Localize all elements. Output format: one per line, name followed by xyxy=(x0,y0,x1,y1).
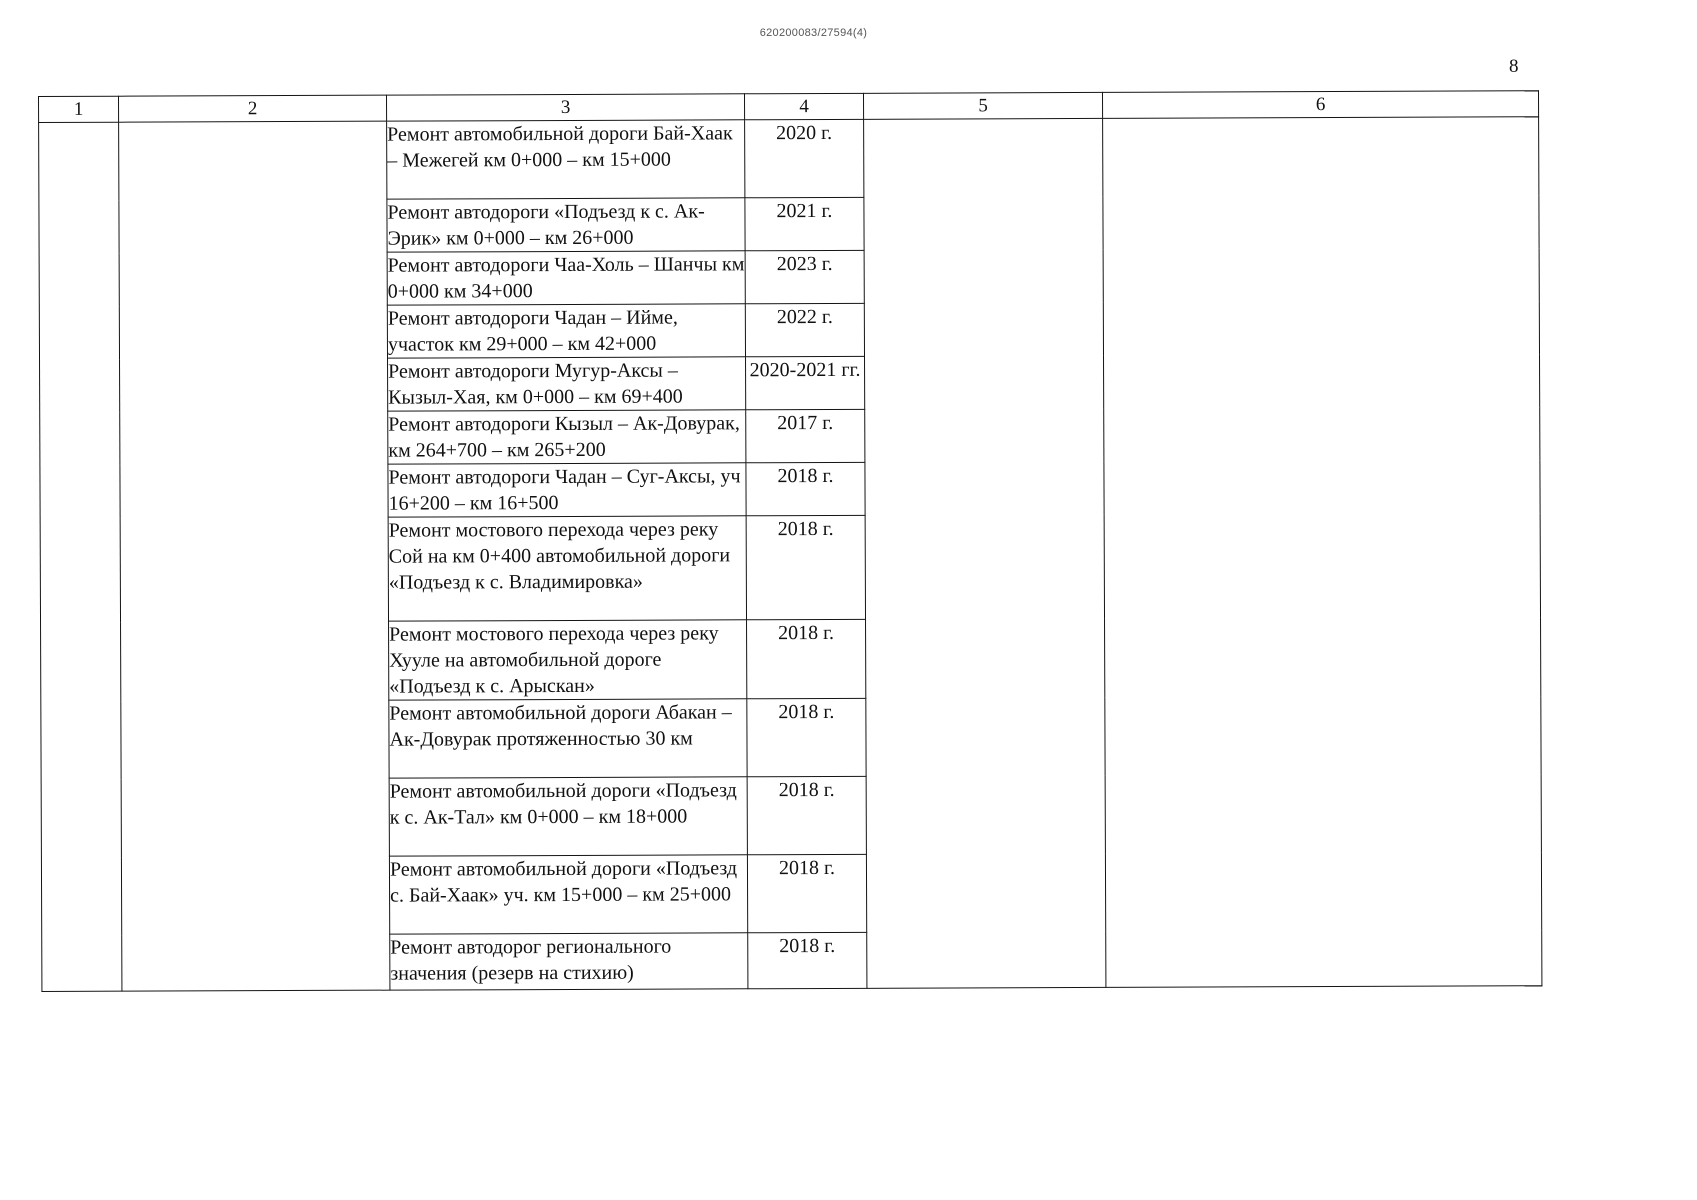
work-description: Ремонт мостового перехода через реку Хууле на автомобильной дороге «Подъезд к с. Арыскан» xyxy=(389,620,747,700)
column-header-6: 6 xyxy=(1102,91,1538,119)
work-year: 2018 г. xyxy=(747,776,866,854)
work-year: 2020-2021 гг. xyxy=(746,356,865,409)
work-year: 2023 г. xyxy=(745,250,864,303)
work-description: Ремонт автодорог регионального значения (резерв на стихию) xyxy=(390,933,748,990)
work-year: 2018 г. xyxy=(747,698,866,776)
column-6-cell xyxy=(1103,117,1542,988)
column-header-3: 3 xyxy=(386,94,744,121)
work-year: 2018 г. xyxy=(746,462,865,515)
work-description: Ремонт автомобильной дороги «Подъезд с. Бай-Хаак» уч. км 15+000 – км 25+000 xyxy=(389,855,747,934)
work-year: 2018 г. xyxy=(747,854,866,932)
work-year: 2020 г. xyxy=(745,119,864,197)
work-description: Ремонт автомобильной дороги Абакан – Ак-Довурак протяженностью 30 км xyxy=(389,699,747,778)
work-year: 2021 г. xyxy=(745,197,864,250)
works-table xyxy=(38,90,1542,992)
column-header-2: 2 xyxy=(119,95,387,122)
work-year: 2018 г. xyxy=(748,932,867,988)
work-year: 2018 г. xyxy=(747,619,866,698)
column-1-cell xyxy=(39,122,122,991)
work-description: Ремонт автодороги Чадан – Суг-Аксы, уч 16+200 – км 16+500 xyxy=(388,463,746,517)
work-year: 2018 г. xyxy=(746,515,865,619)
work-description: Ремонт автодороги Мугур-Аксы – Кызыл-Хая, км 0+000 – км 69+400 xyxy=(388,357,746,411)
work-description: Ремонт автодороги «Подъезд к с. Ак-Эрик» км 0+000 – км 26+000 xyxy=(387,198,745,252)
work-description: Ремонт автомобильной дороги «Подъезд к с. Ак-Тал» км 0+000 – км 18+000 xyxy=(389,777,747,856)
table-row xyxy=(39,117,1539,201)
work-description: Ремонт автодороги Чадан – Ийме, участок км 29+000 – км 42+000 xyxy=(387,304,745,358)
table-sheet xyxy=(38,90,1541,989)
work-description: Ремонт мостового перехода через реку Сой на км 0+400 автомобильной дороги «Подъезд к с. Владимировка» xyxy=(388,516,746,621)
work-description: Ремонт автодороги Кызыл – Ак-Довурак, км 264+700 – км 265+200 xyxy=(388,410,746,464)
work-year: 2022 г. xyxy=(745,303,864,356)
work-description: Ремонт автомобильной дороги Бай-Хаак – Межегей км 0+000 – км 15+000 xyxy=(387,120,745,199)
work-description: Ремонт автодороги Чаа-Холь – Шанчы км 0+000 км 34+000 xyxy=(387,251,745,305)
page-number: 8 xyxy=(1509,56,1519,77)
document-code: 620200083/27594(4) xyxy=(759,27,868,39)
column-header-1: 1 xyxy=(39,96,119,122)
column-2-cell xyxy=(119,121,390,991)
column-header-5: 5 xyxy=(863,92,1102,119)
work-year: 2017 г. xyxy=(746,409,865,462)
column-5-cell xyxy=(864,118,1106,988)
column-header-4: 4 xyxy=(744,93,863,119)
